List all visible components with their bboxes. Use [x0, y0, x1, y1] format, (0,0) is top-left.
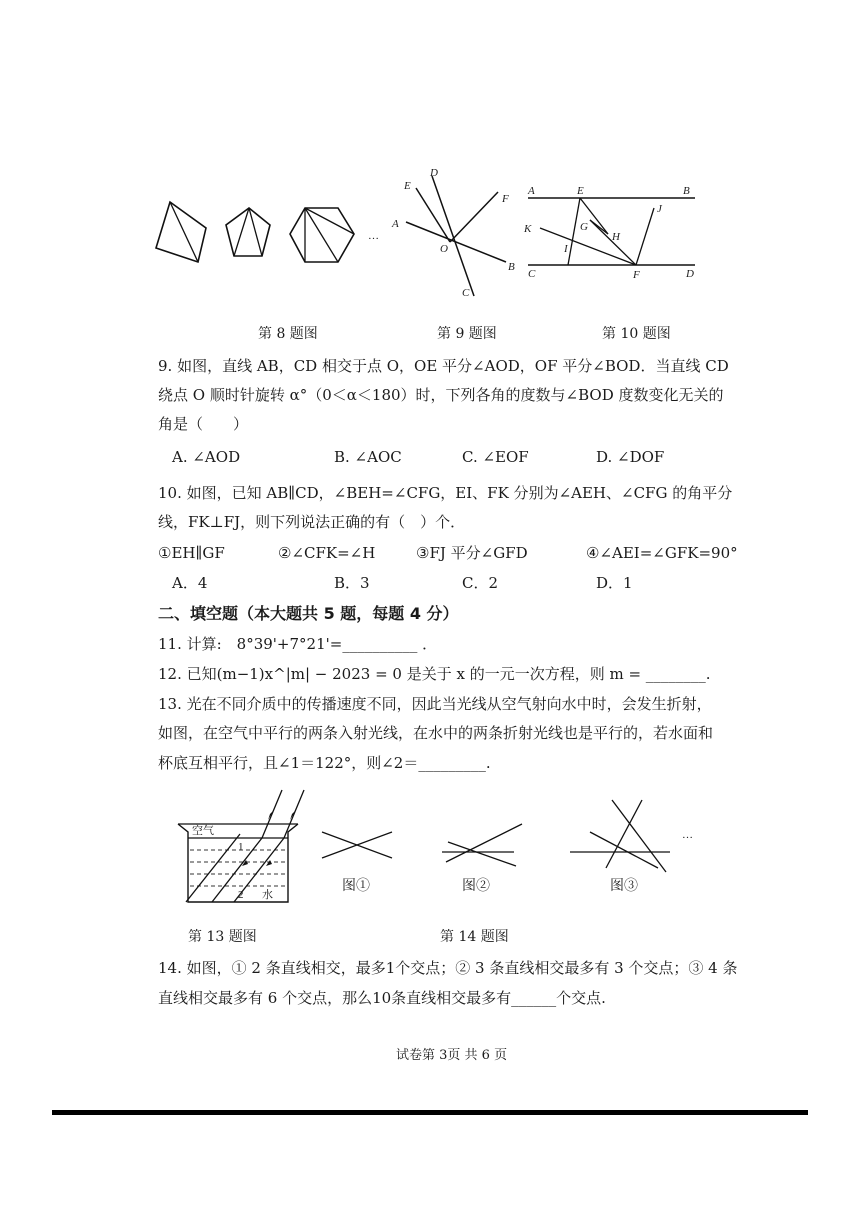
- q10-statement-4: ④∠AEI=∠GFK=90°: [586, 544, 738, 562]
- q13-line3: 杯底互相平行，且∠1＝122°，则∠2＝_________.: [158, 754, 491, 772]
- fig13-water-label: 水: [262, 889, 273, 901]
- fig9-label-o: O: [440, 243, 448, 255]
- q12: 12. 已知(m−1)x^|m| − 2023 = 0 是关于 x 的一元一次方程，则 m = ________.: [158, 665, 711, 683]
- page-footer: 试卷第 3页 共 6 页: [396, 1048, 508, 1063]
- fig9-label-e: E: [404, 180, 411, 192]
- q10-statement-2: ②∠CFK=∠H: [278, 544, 376, 562]
- fig9-label-d: D: [430, 167, 438, 179]
- q13-line2: 如图，在空气中平行的两条入射光线，在水中的两条折射光线也是平行的，若水面和: [158, 724, 714, 742]
- fig10-label-e: E: [577, 185, 584, 197]
- q9-line3: 角是（ ）: [158, 415, 249, 433]
- fig9-label-c: C: [462, 287, 470, 299]
- fig10-label-d: D: [686, 268, 694, 280]
- q10-line2: 线，FK⊥FJ，则下列说法正确的有（ ）个．: [158, 513, 466, 531]
- q14-line2: 直线相交最多有 6 个交点，那么10条直线相交最多有______个交点.: [158, 989, 606, 1007]
- fig8-ellipsis: …: [368, 230, 379, 242]
- fig13-caption: 第 13 题图: [188, 929, 257, 945]
- fig10-label-j: J: [657, 203, 662, 215]
- q13-line1: 13. 光在不同介质中的传播速度不同，因此当光线从空气射向水中时，会发生折射，: [158, 695, 712, 713]
- q11: 11. 计算: 8°39'+7°21'=__________ ．: [158, 635, 438, 653]
- q9-option-d: D. ∠DOF: [596, 448, 665, 466]
- figure-8: [150, 190, 390, 270]
- fig14-sub2: 图②: [462, 879, 490, 894]
- q10-statement-3: ③FJ 平分∠GFD: [416, 544, 528, 562]
- fig8-caption: 第 8 题图: [258, 326, 318, 342]
- fig10-label-i: I: [564, 243, 568, 255]
- fig10-label-f: F: [633, 269, 640, 281]
- q14-line1: 14. 如图，① 2 条直线相交，最多1个交点；② 3 条直线相交最多有 3 个交点；③ 4 条: [158, 959, 738, 977]
- fig9-label-b: B: [508, 261, 515, 273]
- q9-option-c: C. ∠EOF: [462, 448, 529, 466]
- q9-option-b: B. ∠AOC: [334, 448, 402, 466]
- q10-option-a: A．4: [172, 574, 208, 592]
- q9-line2: 绕点 O 顺时针旋转 α°（0＜α＜180）时，下列各角的度数与∠BOD 度数变化无关的: [158, 386, 724, 404]
- fig10-label-h: H: [612, 231, 620, 243]
- fig10-label-k: K: [524, 223, 532, 235]
- fig10-label-c: C: [528, 268, 536, 280]
- fig10-caption: 第 10 题图: [602, 326, 671, 342]
- q10-option-c: C．2: [462, 574, 499, 592]
- q9-option-a: A. ∠AOD: [172, 448, 241, 466]
- fig13-air-label: 空气: [192, 825, 214, 837]
- fig13-angle2: 2: [238, 889, 244, 901]
- fig10-label-b: B: [683, 185, 690, 197]
- fig14-caption: 第 14 题图: [440, 929, 509, 945]
- fig14-ellipsis: …: [682, 829, 693, 841]
- fig10-label-g: G: [580, 221, 588, 233]
- figure-9: [388, 162, 523, 302]
- page-divider: [52, 1110, 808, 1115]
- q10-line1: 10. 如图，已知 AB∥CD，∠BEH=∠CFG，EI、FK 分别为∠AEH、∠CFG 的角平分: [158, 484, 733, 502]
- section-title: 二、填空题（本大题共 5 题，每题 4 分）: [158, 604, 459, 623]
- fig14-sub3: 图③: [610, 879, 638, 894]
- fig10-label-a: A: [528, 185, 535, 197]
- fig9-label-f: F: [502, 193, 509, 205]
- figure-10: [520, 180, 705, 285]
- q10-option-b: B．3: [334, 574, 370, 592]
- figure-13: [176, 786, 306, 906]
- q10-statement-1: ①EH∥GF: [158, 544, 225, 562]
- fig9-caption: 第 9 题图: [437, 326, 497, 342]
- q10-option-d: D．1: [596, 574, 633, 592]
- q9-line1: 9. 如图，直线 AB，CD 相交于点 O，OE 平分∠AOD，OF 平分∠BOD．当直线 CD: [158, 357, 729, 375]
- fig13-angle1: 1: [238, 841, 244, 853]
- fig14-sub1: 图①: [342, 879, 370, 894]
- fig9-label-a: A: [392, 218, 399, 230]
- figure-14: [316, 790, 706, 900]
